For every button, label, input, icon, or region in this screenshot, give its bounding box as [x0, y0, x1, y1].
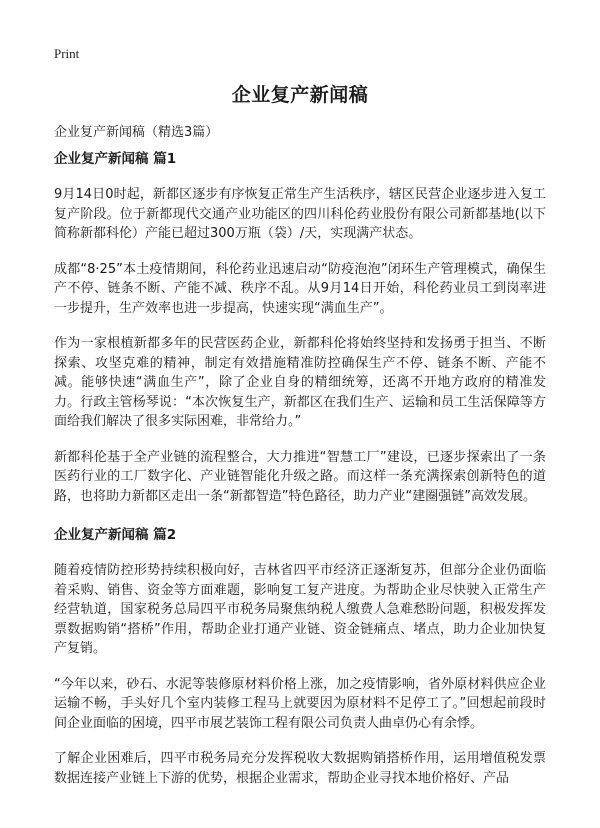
paragraph: 了解企业困难后，四平市税务局充分发挥税收大数据购销搭桥作用，运用增值税发票数据连接产业链上下游的优势，根据企业需求，帮助企业寻找本地价格好、产品 [54, 751, 546, 786]
article-section-1 [54, 150, 546, 506]
paragraph: 作为一家根植新都多年的民营医药企业，新都科伦将始终坚持和发扬勇于担当、不断探索、攻坚克难的精神，制定有效措施精准防控确保生产不停、链条不断、产能不减。能够快速“满血生产”，除了企业自身的精细统筹，还离不开地方政府的精准发力。行政主管杨琴说：“本次恢复生产，新都区在我们生产、运输和员工生活保障等方面给我们解决了很多实际困难，非常给力。” [54, 336, 546, 429]
paragraph: “今年以来，砂石、水泥等装修原材料价格上涨，加之疫情影响，省外原材料供应企业运输不畅，手头好几个室内装修工程马上就要因为原材料不足停工了。”回想起前段时间企业面临的困境，四平市展艺装饰工程有限公司负责人曲卓仍心有余悸。 [54, 676, 546, 731]
article-section-2 [54, 526, 546, 788]
paragraph: 随着疫情防控形势持续积极向好，吉林省四平市经济正逐渐复苏，但部分企业仍面临着采购、销售、资金等方面难题，影响复工复产进度。为帮助企业尽快驶入正常生产经营轨道，国家税务总局四平市税务局聚焦纳税人缴费人急难愁盼问题，积极发挥发票数据购销“搭桥”作用，帮助企业打通产业链、资金链痛点、堵点，助力企业加快复产复销。 [54, 563, 546, 656]
section-heading: 企业复产新闻稿 篇1 [54, 151, 177, 167]
article-body [54, 150, 546, 804]
section-heading: 企业复产新闻稿 篇2 [54, 527, 177, 543]
paragraph: 成都“8·25”本土疫情期间，科伦药业迅速启动“防疫泡泡”闭环生产管理模式，确保生产不停、链条不断、产能不减、秩序不乱。从9月14日开始，科伦药业员工到岗率进一步提升，生产效率也进一步提高，快速实现“满血生产”。 [54, 261, 546, 316]
page-title: 企业复产新闻稿 [231, 84, 369, 106]
document-subtitle: 企业复产新闻稿（精选3篇） [54, 125, 219, 140]
paragraph: 9月14日0时起，新都区逐步有序恢复正常生产生活秩序，辖区民营企业逐步进入复工复产阶段。位于新都现代交通产业功能区的四川科伦药业股份有限公司新都基地(以下简称新都科伦）产能已超过300万瓶（袋）/天，实现满产状态。 [54, 187, 546, 241]
print-link[interactable]: Print [54, 46, 80, 61]
paragraph: 新都科伦基于全产业链的流程整合，大力推进“智慧工厂”建设，已逐步探索出了一条医药行业的工厂数字化、产业链智能化升级之路。而这样一条充满探索创新特色的道路，也将助力新都区走出一条“新都智造”特色路径，助力产业“建圈强链”高效发展。 [54, 449, 546, 504]
